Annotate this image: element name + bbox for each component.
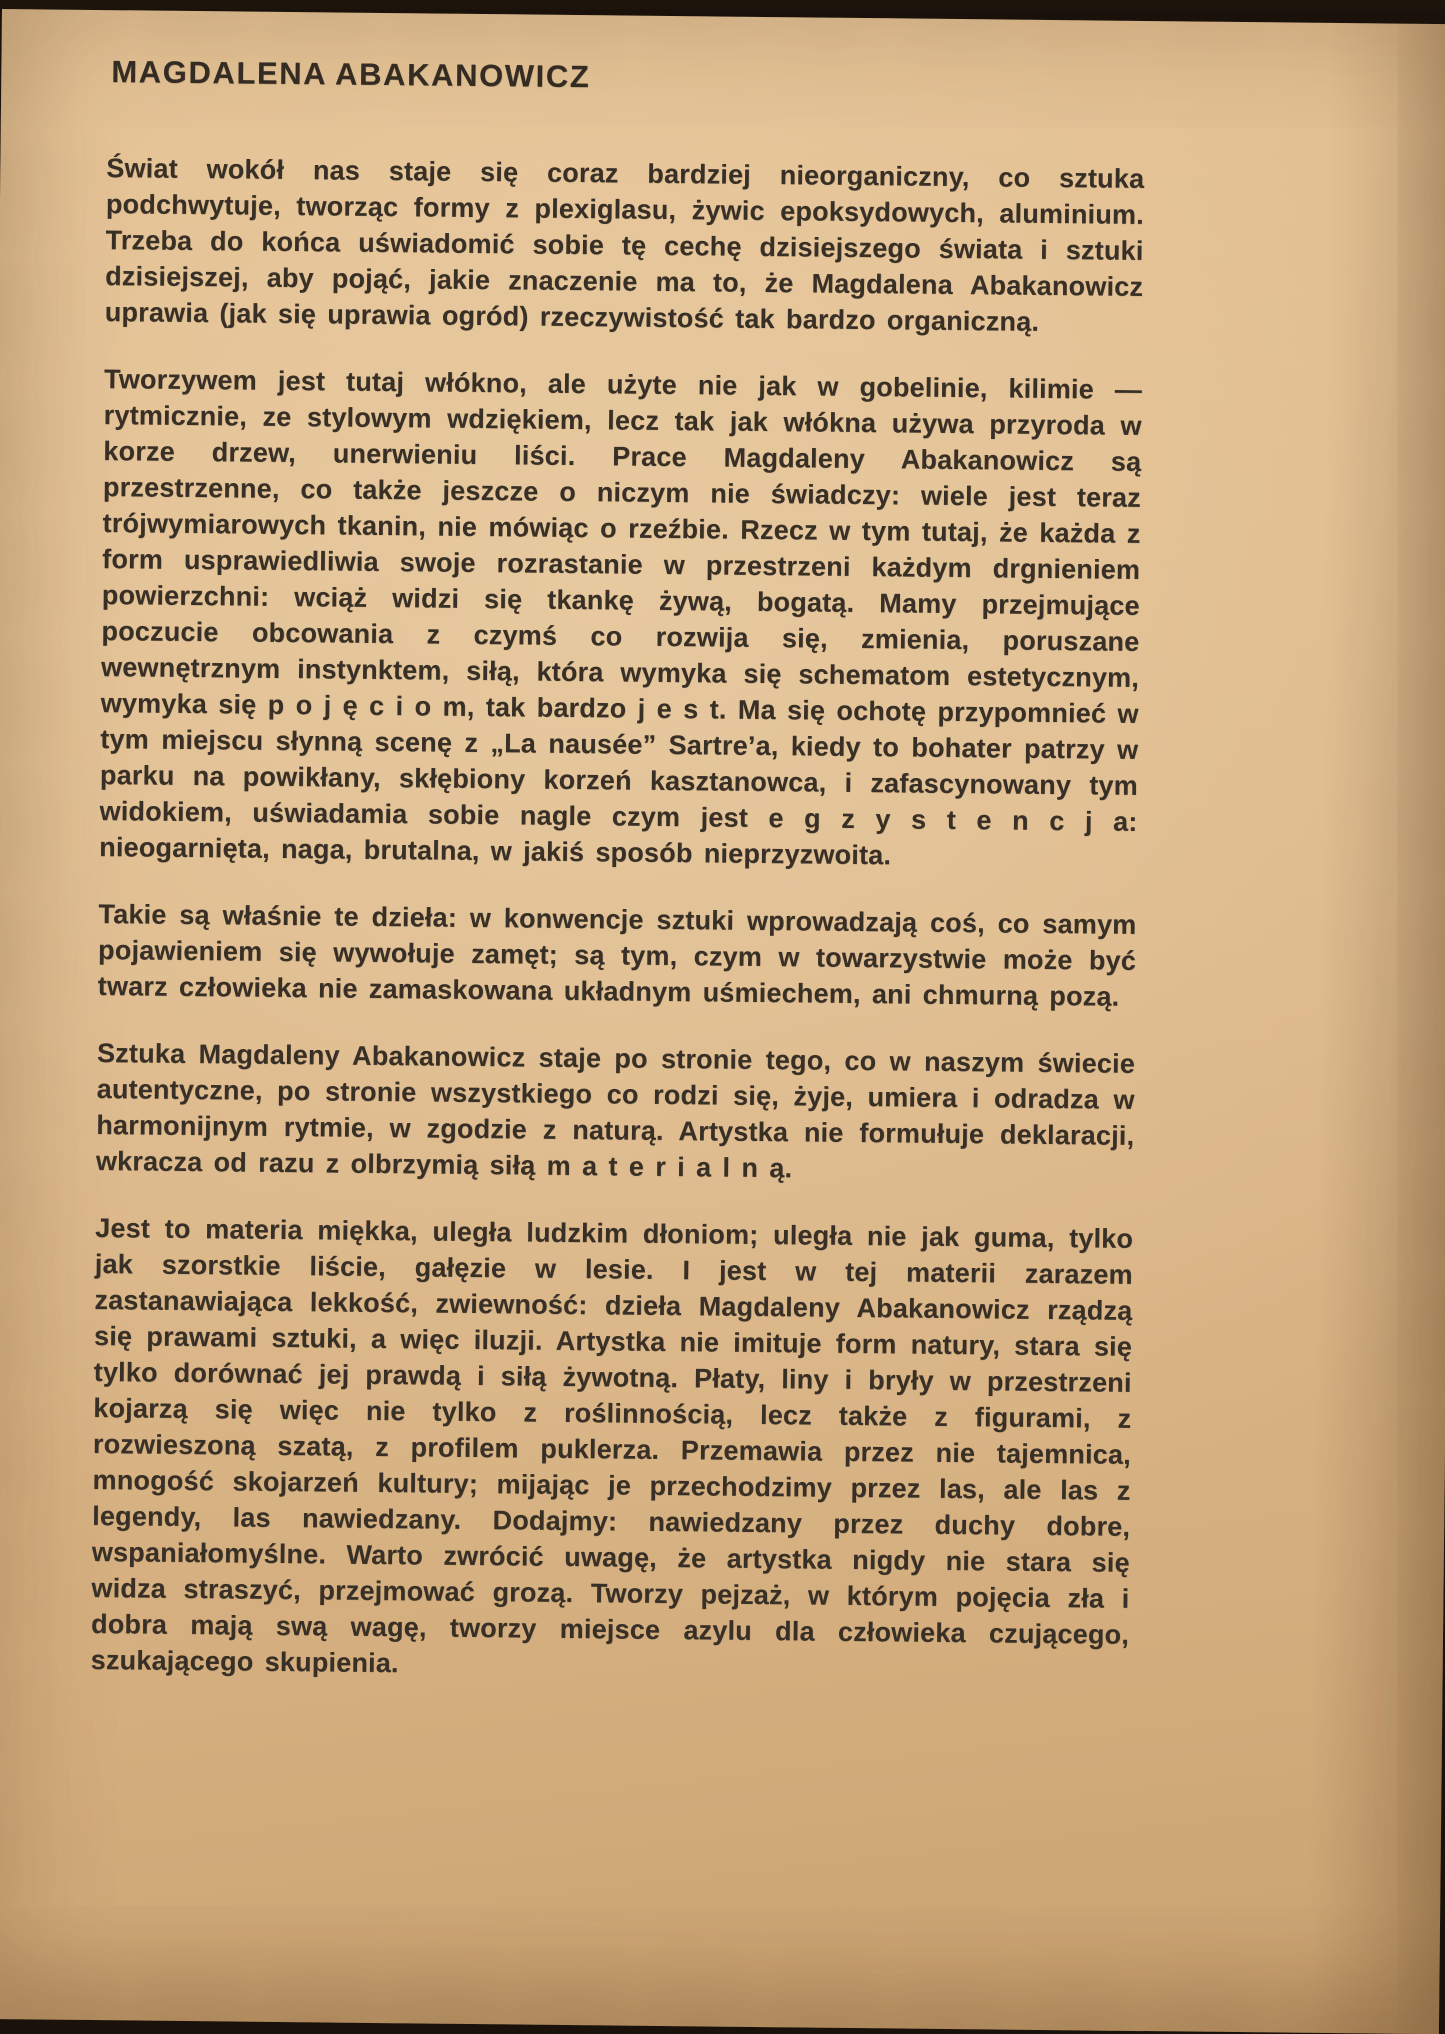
paragraph: Jest to materia miękka, uległa ludzkim dłoniom; uległa nie jak guma, tylko jak szorstkie liście, gałęzie w lesie. I jest w tej materii zarazem zastanawiająca lekkość, zwiewność: dzieła Magdaleny Abakanowicz rządzą się prawami sztuki, a więc iluzji. Artystka nie imituje form natury, stara się tylko dorównać jej prawdą i siłą żywotną. Płaty, liny i bryły w przestrzeni kojarzą się więc nie tylko z roślinnością, lecz także z figurami, z rozwieszoną szatą, z profilem puklerza. Przemawia przez nie tajemnica, mnogość skojarzeń kultury; mijając je przechodzimy przez las, ale las z legendy, las nawiedzany. Dodajmy: nawiedzany przez duchy dobre, wspaniałomyślne. Warto zwrócić uwagę, że artystka nigdy nie stara się widza straszyć, przejmować grozą. Tworzy pejzaż, w którym pojęcia zła i dobra mają swą wagę, tworzy miejsce azylu dla człowieka czującego, szukającego skupienia. [90, 1213, 1134, 1679]
essay-body [91, 150, 1145, 1689]
photo-dark-edge [0, 0, 1445, 9]
paragraph: Takie są właśnie te dzieła: w konwencje sztuki wprowadzają coś, co samym pojawieniem się wywołuje zamęt; są tym, czym w towarzystwie może być twarz człowieka nie zamaskowana układnym uśmiechem, ani chmurną pozą. [97, 899, 1137, 1012]
document-page [0, 9, 1445, 2034]
paragraph: Sztuka Magdaleny Abakanowicz staje po stronie tego, co w naszym świecie autentyczne, po stronie wszystkiego co rodzi się, żyje, umiera i odradza w harmonijnym rytmie, w zgodzie z naturą. Artystka nie formułuje deklaracji, wkracza od razu z olbrzymią siłą m a t e r i a l n ą. [95, 1038, 1136, 1184]
page-content [0, 9, 1445, 1692]
paragraph: Świat wokół nas staje się coraz bardziej nieorganiczny, co sztuka podchwytuje, tworząc formy z plexiglasu, żywic epoksydowych, aluminium. Trzeba do końca uświadomić sobie tę cechę dzisiejszego świata i sztuki dzisiejszej, aby pojąć, jakie znaczenie ma to, że Magdalena Abakanowicz uprawia (jak się uprawia ogród) rzeczywistość tak bardzo organiczną. [104, 153, 1145, 337]
page-title: MAGDALENA ABAKANOWICZ [111, 54, 591, 95]
paragraph: Tworzywem jest tutaj włókno, ale użyte nie jak w gobelinie, kilimie — rytmicznie, ze stylowym wdziękiem, lecz tak jak włókna używa przyroda w korze drzew, unerwieniu liści. Prace Magdaleny Abakanowicz są przestrzenne, co także jeszcze o niczym nie świadczy: wiele jest teraz trójwymiarowych tkanin, nie mówiąc o rzeźbie. Rzecz w tym tutaj, że każda z form usprawiedliwia swoje rozrastanie w przestrzeni każdym drgnieniem powierzchni: wciąż widzi się tkankę żywą, bogatą. Mamy przejmujące poczucie obcowania z czymś co rozwija się, zmienia, poruszane wewnętrznym instynktem, siłą, która wymyka się schematom estetycznym, wymyka się p o j ę c i o m, tak bardzo j e s t. Ma się ochotę przypomnieć w tym miejscu słynną scenę z „La nausée” Sartre’a, kiedy to bohater patrzy w parku na powikłany, skłębiony korzeń kasztanowca, i zafascynowany tym widokiem, uświadamia sobie nagle czym jest e g z y s t e n c j a: nieogarnięta, naga, brutalna, w jakiś sposób nieprzyzwoita. [99, 364, 1143, 871]
